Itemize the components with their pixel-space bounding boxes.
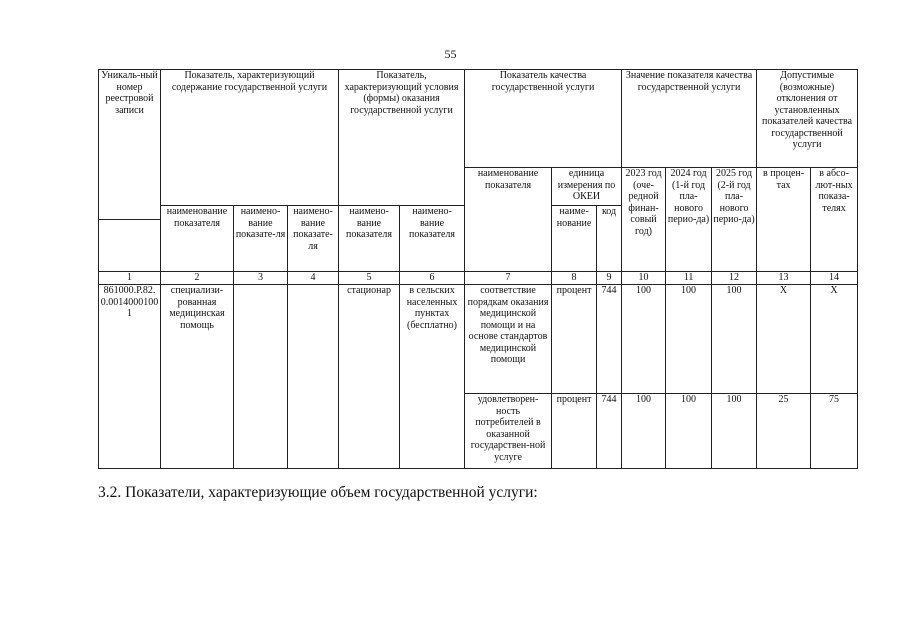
column-number: 2 — [161, 272, 234, 285]
column-number: 1 — [99, 272, 161, 285]
deviation-absolute-cell: 75 — [811, 394, 858, 469]
header-col-3: наимено-вание показате-ля — [234, 206, 288, 272]
header-in-absolute: в абсо-лют-ных показа-телях — [811, 168, 858, 272]
header-deviation-group: Допустимые (возможные) отклонения от установленных показателей качества государственной услуги — [757, 70, 858, 168]
value-2025-cell: 100 — [712, 285, 757, 394]
condition-place-cell: в сельских населенных пунктах (бесплатно) — [400, 285, 465, 469]
empty-cell — [234, 285, 288, 469]
column-number: 13 — [757, 272, 811, 285]
column-number: 8 — [552, 272, 597, 285]
header-content-group: Показатель, характеризующий содержание государственной услуги — [161, 70, 339, 206]
header-year-2025: 2025 год (2-й год пла-нового перио-да) — [712, 168, 757, 272]
empty-cell — [288, 285, 339, 469]
unit-cell: процент — [552, 394, 597, 469]
quality-indicators-table — [98, 69, 858, 469]
deviation-percent-cell: 25 — [757, 394, 811, 469]
column-number: 9 — [597, 272, 622, 285]
value-2025-cell: 100 — [712, 394, 757, 469]
page-number: 55 — [444, 47, 457, 61]
column-number: 12 — [712, 272, 757, 285]
header-col-5: наимено-вание показателя — [339, 206, 400, 272]
column-number: 5 — [339, 272, 400, 285]
column-number: 10 — [622, 272, 666, 285]
header-registry-bottom — [99, 220, 161, 272]
deviation-absolute-cell: Х — [811, 285, 858, 394]
column-number: 11 — [666, 272, 712, 285]
registry-number-cell: 861000.Р.82.0.00140001001 — [99, 285, 161, 469]
content-value-cell: специализи-рованная медицинская помощь — [161, 285, 234, 469]
header-okei-unit: единица измерения по ОКЕИ — [552, 168, 622, 206]
header-okei-code: код — [597, 206, 622, 272]
header-year-2023: 2023 год (оче-редной финан-совый год) — [622, 168, 666, 272]
indicator-name-cell: удовлетворен-ность потребителей в оказанной государствен-ной услуге — [465, 394, 552, 469]
column-number: 3 — [234, 272, 288, 285]
header-col-2: наименование показателя — [161, 206, 234, 272]
table-row — [99, 285, 858, 394]
condition-form-cell: стационар — [339, 285, 400, 469]
code-cell: 744 — [597, 394, 622, 469]
indicator-name-cell: соответствие порядкам оказания медицинской помощи и на основе стандартов медицинской помощи — [465, 285, 552, 394]
header-quality-group: Показатель качества государственной услуги — [465, 70, 622, 168]
header-conditions-group: Показатель, характеризующий условия (формы) оказания государственной услуги — [339, 70, 465, 206]
column-number: 6 — [400, 272, 465, 285]
value-2024-cell: 100 — [666, 285, 712, 394]
value-2024-cell: 100 — [666, 394, 712, 469]
column-number-row — [99, 272, 858, 285]
code-cell: 744 — [597, 285, 622, 394]
header-in-percent: в процен-тах — [757, 168, 811, 272]
column-number: 4 — [288, 272, 339, 285]
header-registry-number: Уникаль-ный номер реестровой записи — [99, 70, 161, 220]
deviation-percent-cell: Х — [757, 285, 811, 394]
header-indicator-name: наименование показателя — [465, 168, 552, 272]
value-2023-cell: 100 — [622, 285, 666, 394]
column-number: 7 — [465, 272, 552, 285]
header-year-2024: 2024 год (1-й год пла-нового перио-да) — [666, 168, 712, 272]
section-heading: 3.2. Показатели, характеризующие объем государственной услуги: — [98, 484, 538, 501]
unit-cell: процент — [552, 285, 597, 394]
column-number: 14 — [811, 272, 858, 285]
header-okei-name: наиме-нование — [552, 206, 597, 272]
header-col-6: наимено-вание показателя — [400, 206, 465, 272]
header-value-group: Значение показателя качества государственной услуги — [622, 70, 757, 168]
header-col-4: наимено-вание показате-ля — [288, 206, 339, 272]
value-2023-cell: 100 — [622, 394, 666, 469]
